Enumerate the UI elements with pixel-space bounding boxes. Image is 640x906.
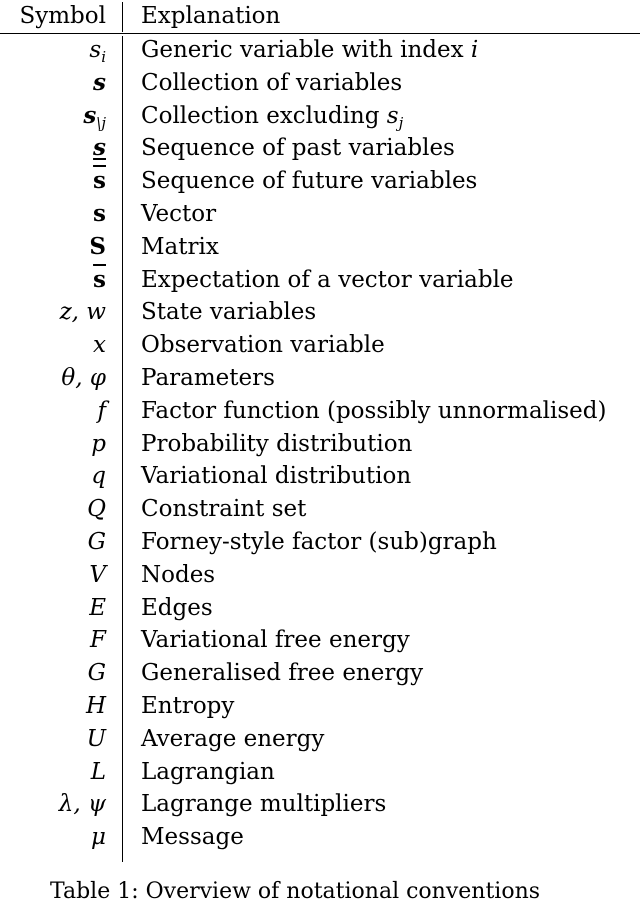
symbol-cell: λ, ψ: [58, 791, 106, 818]
explanation-cell: Collection of variables: [141, 69, 403, 96]
explanation-cell: Lagrange multipliers: [141, 791, 387, 818]
column-divider-header: [122, 2, 123, 32]
table-row: [0, 67, 640, 100]
symbol-cell: U: [86, 725, 106, 752]
symbol-cell: $\overline{s}$: [93, 167, 106, 195]
explanation-cell: Expectation of a vector variable: [141, 266, 514, 293]
explanation-cell: Sequence of future variables: [141, 168, 478, 195]
symbol-cell: p: [91, 430, 106, 457]
explanation-cell: Forney-style factor (sub)graph: [141, 528, 497, 555]
explanation-cell: Variational free energy: [141, 627, 410, 654]
explanation-cell: Sequence of past variables: [141, 135, 455, 162]
symbol-cell: z, w: [59, 299, 106, 326]
symbol-cell: s: [93, 68, 106, 96]
table-row: [0, 690, 640, 723]
header-explanation: Explanation: [141, 3, 281, 29]
explanation-cell: Constraint set: [141, 496, 307, 523]
symbol-cell: θ, φ: [61, 364, 106, 391]
symbol-cell: F: [90, 627, 106, 654]
table-row: [0, 592, 640, 625]
explanation-cell: State variables: [141, 299, 317, 326]
explanation-cell: Probability distribution: [141, 430, 413, 457]
explanation-cell: Observation variable: [141, 332, 385, 359]
explanation-cell: Entropy: [141, 692, 235, 719]
table-body: [0, 34, 640, 854]
table-row: [0, 657, 640, 690]
explanation-cell: Parameters: [141, 364, 275, 391]
symbol-cell: G: [87, 660, 106, 687]
symbol-cell: q: [91, 463, 106, 490]
table-header-row: [0, 0, 640, 32]
explanation-cell: Matrix: [141, 233, 219, 260]
table-row: [0, 788, 640, 821]
table-row: [0, 624, 640, 657]
table-row: [0, 460, 640, 493]
symbol-cell: μ: [91, 824, 106, 851]
table-row: [0, 493, 640, 526]
explanation-cell: Edges: [141, 594, 213, 621]
explanation-cell: Vector: [141, 200, 217, 227]
table-row: [0, 723, 640, 756]
symbol-cell: E: [89, 594, 106, 621]
table-row: [0, 395, 640, 428]
symbol-cell: s: [93, 199, 106, 227]
table-row: [0, 526, 640, 559]
symbol-cell: f: [97, 397, 106, 424]
table-caption: Table 1: Overview of notational conventions: [50, 879, 541, 904]
symbol-cell: Q: [87, 496, 106, 523]
symbol-cell: $\overline{s}$: [93, 265, 106, 293]
explanation-cell: Average energy: [141, 725, 325, 752]
explanation-cell: Variational distribution: [141, 463, 412, 490]
symbol-cell: G: [87, 528, 106, 555]
table-row: [0, 165, 640, 198]
symbol-cell: $s_{\backslash j}$: [83, 101, 106, 132]
symbol-cell: $s_i$: [89, 37, 106, 66]
table-row: [0, 34, 640, 67]
symbol-cell: V: [89, 561, 106, 588]
table-row: [0, 821, 640, 854]
table-row: [0, 362, 640, 395]
explanation-cell: Collection excluding $s_j$: [141, 102, 404, 132]
symbol-cell: L: [90, 758, 106, 785]
table-row: [0, 231, 640, 264]
table-row: [0, 559, 640, 592]
table-row: [0, 100, 640, 133]
symbol-cell: H: [85, 692, 106, 719]
explanation-cell: Generic variable with index i: [141, 37, 479, 63]
table-row: [0, 756, 640, 789]
explanation-cell: Message: [141, 824, 244, 851]
table-row: [0, 329, 640, 362]
table-row: [0, 428, 640, 461]
table-row: [0, 132, 640, 165]
header-symbol: Symbol: [19, 3, 106, 29]
explanation-cell: Lagrangian: [141, 758, 275, 785]
explanation-cell: Generalised free energy: [141, 660, 424, 687]
symbol-cell: x: [93, 332, 106, 359]
explanation-cell: Nodes: [141, 561, 216, 588]
table-row: [0, 198, 640, 231]
table-row: [0, 296, 640, 329]
symbol-cell: S: [89, 232, 106, 260]
symbol-cell: s: [93, 134, 106, 162]
table-row: [0, 264, 640, 297]
explanation-cell: Factor function (possibly unnormalised): [141, 397, 607, 424]
